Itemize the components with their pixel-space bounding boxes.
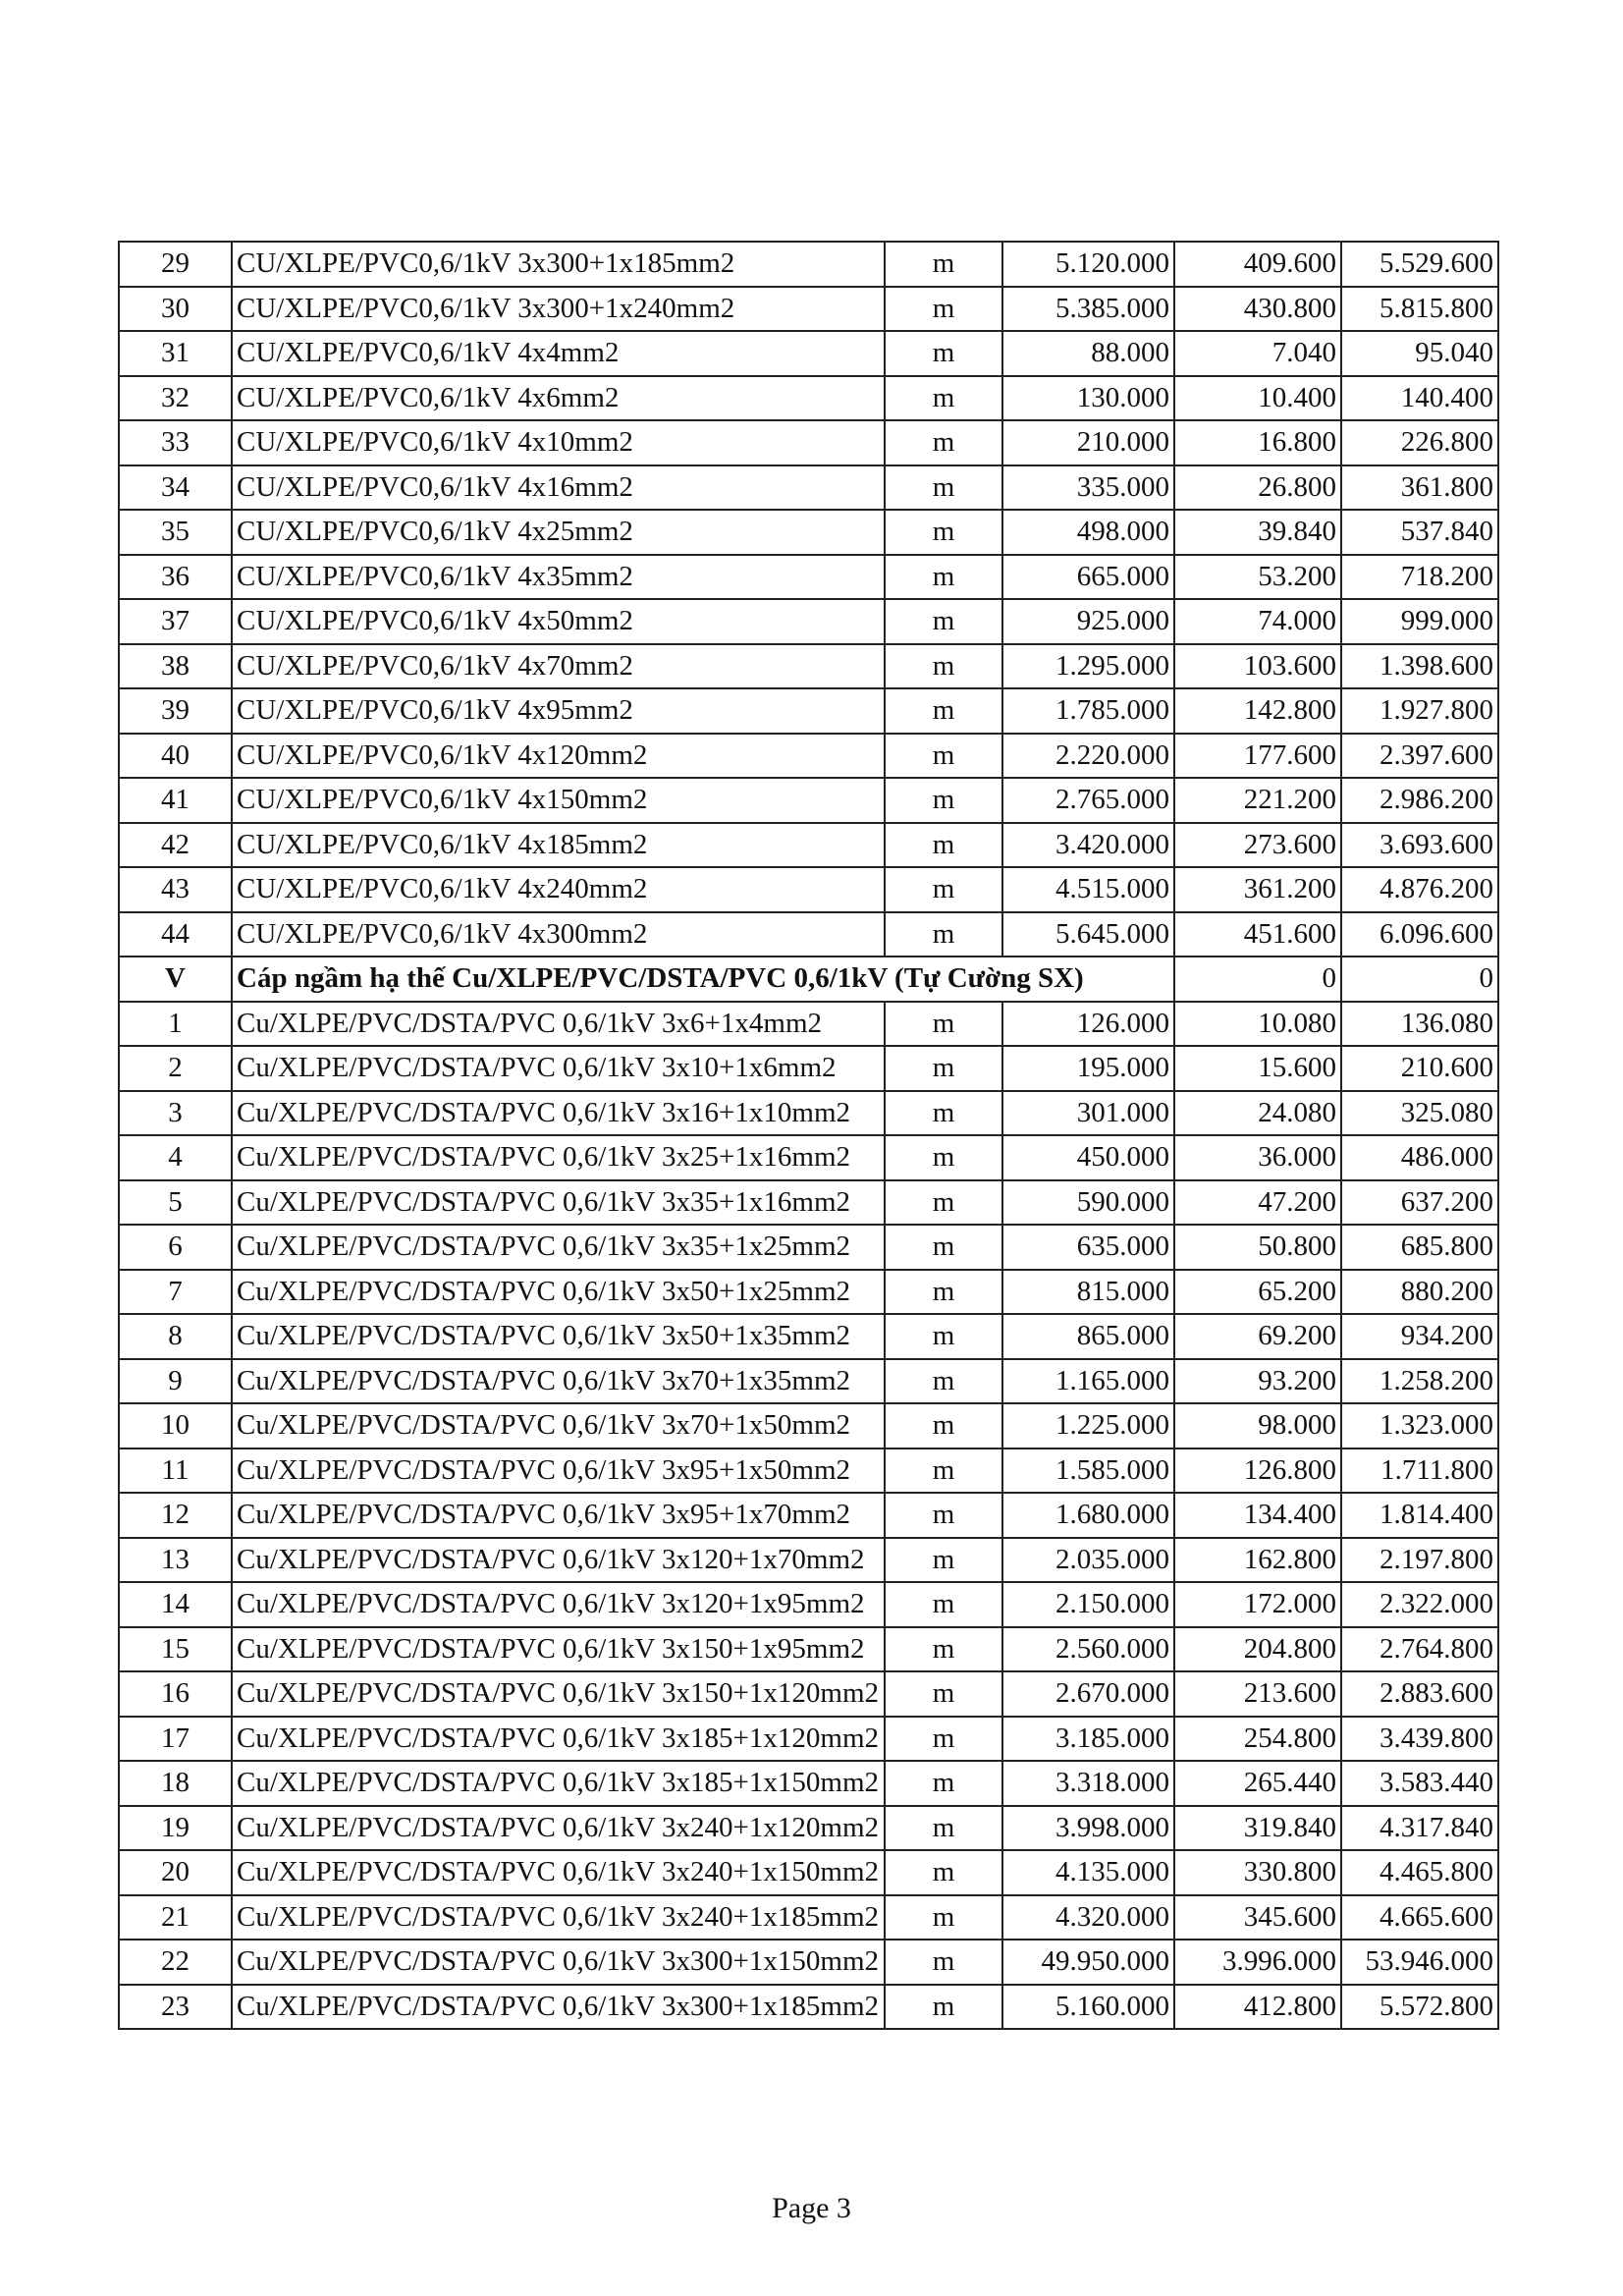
row-description: CU/XLPE/PVC0,6/1kV 4x300mm2 xyxy=(232,912,885,957)
row-price: 2.220.000 xyxy=(1002,734,1174,779)
row-unit: m xyxy=(885,376,1002,421)
row-unit: m xyxy=(885,1850,1002,1895)
row-total: 2.397.600 xyxy=(1341,734,1498,779)
table-row xyxy=(119,510,1498,555)
row-total: 5.572.800 xyxy=(1341,1985,1498,2030)
row-vat: 204.800 xyxy=(1174,1627,1341,1672)
table-row xyxy=(119,1627,1498,1672)
row-price: 865.000 xyxy=(1002,1314,1174,1359)
row-stt: 38 xyxy=(119,644,232,689)
table-row xyxy=(119,287,1498,332)
table-body-part-a xyxy=(119,242,1498,957)
row-unit: m xyxy=(885,778,1002,823)
table-row xyxy=(119,688,1498,734)
row-description: Cu/XLPE/PVC/DSTA/PVC 0,6/1kV 3x95+1x70mm2 xyxy=(232,1493,885,1538)
table-row xyxy=(119,555,1498,600)
row-vat: 330.800 xyxy=(1174,1850,1341,1895)
row-price: 2.150.000 xyxy=(1002,1582,1174,1627)
row-vat: 361.200 xyxy=(1174,867,1341,912)
row-total: 637.200 xyxy=(1341,1180,1498,1226)
row-stt: 8 xyxy=(119,1314,232,1359)
row-stt: 35 xyxy=(119,510,232,555)
row-unit: m xyxy=(885,688,1002,734)
row-description: CU/XLPE/PVC0,6/1kV 4x4mm2 xyxy=(232,331,885,376)
row-stt: 37 xyxy=(119,599,232,644)
table-row xyxy=(119,867,1498,912)
row-description: CU/XLPE/PVC0,6/1kV 4x16mm2 xyxy=(232,465,885,511)
row-total: 4.876.200 xyxy=(1341,867,1498,912)
row-vat: 3.996.000 xyxy=(1174,1940,1341,1985)
row-stt: 15 xyxy=(119,1627,232,1672)
table-row xyxy=(119,1449,1498,1494)
table-row xyxy=(119,1761,1498,1806)
table-row xyxy=(119,1806,1498,1851)
row-description: CU/XLPE/PVC0,6/1kV 4x25mm2 xyxy=(232,510,885,555)
row-description: CU/XLPE/PVC0,6/1kV 4x240mm2 xyxy=(232,867,885,912)
row-price: 1.225.000 xyxy=(1002,1403,1174,1449)
row-stt: 44 xyxy=(119,912,232,957)
row-vat: 265.440 xyxy=(1174,1761,1341,1806)
table-row xyxy=(119,1046,1498,1091)
table-row xyxy=(119,823,1498,868)
table-row xyxy=(119,420,1498,465)
row-total: 3.439.800 xyxy=(1341,1717,1498,1762)
row-description: CU/XLPE/PVC0,6/1kV 4x10mm2 xyxy=(232,420,885,465)
row-description: Cu/XLPE/PVC/DSTA/PVC 0,6/1kV 3x16+1x10mm2 xyxy=(232,1091,885,1136)
section-title: Cáp ngầm hạ thế Cu/XLPE/PVC/DSTA/PVC 0,6/1kV (Tự Cường SX) xyxy=(232,957,1174,1002)
row-price: 1.585.000 xyxy=(1002,1449,1174,1494)
row-total: 5.529.600 xyxy=(1341,242,1498,287)
table-row xyxy=(119,1850,1498,1895)
row-stt: 23 xyxy=(119,1985,232,2030)
row-stt: 2 xyxy=(119,1046,232,1091)
row-vat: 409.600 xyxy=(1174,242,1341,287)
page-number: Page 3 xyxy=(772,2192,851,2224)
row-description: Cu/XLPE/PVC/DSTA/PVC 0,6/1kV 3x240+1x120mm2 xyxy=(232,1806,885,1851)
row-price: 4.320.000 xyxy=(1002,1895,1174,1941)
row-description: Cu/XLPE/PVC/DSTA/PVC 0,6/1kV 3x150+1x95mm2 xyxy=(232,1627,885,1672)
row-vat: 172.000 xyxy=(1174,1582,1341,1627)
row-stt: 32 xyxy=(119,376,232,421)
row-description: Cu/XLPE/PVC/DSTA/PVC 0,6/1kV 3x50+1x35mm2 xyxy=(232,1314,885,1359)
row-stt: 43 xyxy=(119,867,232,912)
row-stt: 9 xyxy=(119,1359,232,1404)
row-unit: m xyxy=(885,1449,1002,1494)
row-description: Cu/XLPE/PVC/DSTA/PVC 0,6/1kV 3x240+1x150mm2 xyxy=(232,1850,885,1895)
row-price: 49.950.000 xyxy=(1002,1940,1174,1985)
row-total: 2.883.600 xyxy=(1341,1671,1498,1717)
row-unit: m xyxy=(885,734,1002,779)
row-total: 4.665.600 xyxy=(1341,1895,1498,1941)
row-unit: m xyxy=(885,1671,1002,1717)
row-vat: 134.400 xyxy=(1174,1493,1341,1538)
row-description: Cu/XLPE/PVC/DSTA/PVC 0,6/1kV 3x35+1x16mm2 xyxy=(232,1180,885,1226)
row-price: 2.035.000 xyxy=(1002,1538,1174,1583)
row-price: 3.998.000 xyxy=(1002,1806,1174,1851)
row-total: 934.200 xyxy=(1341,1314,1498,1359)
row-price: 1.295.000 xyxy=(1002,644,1174,689)
row-stt: 6 xyxy=(119,1225,232,1270)
row-price: 1.785.000 xyxy=(1002,688,1174,734)
row-unit: m xyxy=(885,465,1002,511)
row-stt: 40 xyxy=(119,734,232,779)
table-row xyxy=(119,1671,1498,1717)
table-row xyxy=(119,1403,1498,1449)
section-total: 0 xyxy=(1341,957,1498,1002)
table-row xyxy=(119,778,1498,823)
table-row xyxy=(119,734,1498,779)
row-description: Cu/XLPE/PVC/DSTA/PVC 0,6/1kV 3x150+1x120mm2 xyxy=(232,1671,885,1717)
row-description: Cu/XLPE/PVC/DSTA/PVC 0,6/1kV 3x185+1x150mm2 xyxy=(232,1761,885,1806)
row-vat: 7.040 xyxy=(1174,331,1341,376)
row-vat: 162.800 xyxy=(1174,1538,1341,1583)
table-row xyxy=(119,1538,1498,1583)
row-total: 1.711.800 xyxy=(1341,1449,1498,1494)
row-total: 537.840 xyxy=(1341,510,1498,555)
row-stt: 30 xyxy=(119,287,232,332)
table-row xyxy=(119,1985,1498,2030)
row-price: 635.000 xyxy=(1002,1225,1174,1270)
row-price: 665.000 xyxy=(1002,555,1174,600)
row-total: 1.814.400 xyxy=(1341,1493,1498,1538)
row-total: 3.693.600 xyxy=(1341,823,1498,868)
row-stt: 3 xyxy=(119,1091,232,1136)
table-row xyxy=(119,912,1498,957)
row-total: 53.946.000 xyxy=(1341,1940,1498,1985)
table-row xyxy=(119,1940,1498,1985)
row-price: 88.000 xyxy=(1002,331,1174,376)
row-total: 2.197.800 xyxy=(1341,1538,1498,1583)
row-total: 3.583.440 xyxy=(1341,1761,1498,1806)
table-row xyxy=(119,599,1498,644)
row-total: 1.258.200 xyxy=(1341,1359,1498,1404)
row-price: 3.420.000 xyxy=(1002,823,1174,868)
row-price: 130.000 xyxy=(1002,376,1174,421)
row-unit: m xyxy=(885,1627,1002,1672)
row-vat: 65.200 xyxy=(1174,1270,1341,1315)
row-vat: 36.000 xyxy=(1174,1135,1341,1180)
row-vat: 53.200 xyxy=(1174,555,1341,600)
row-vat: 69.200 xyxy=(1174,1314,1341,1359)
row-price: 2.560.000 xyxy=(1002,1627,1174,1672)
row-unit: m xyxy=(885,1046,1002,1091)
row-price: 301.000 xyxy=(1002,1091,1174,1136)
row-unit: m xyxy=(885,242,1002,287)
row-vat: 103.600 xyxy=(1174,644,1341,689)
row-description: Cu/XLPE/PVC/DSTA/PVC 0,6/1kV 3x6+1x4mm2 xyxy=(232,1002,885,1047)
table-row xyxy=(119,376,1498,421)
row-stt: 1 xyxy=(119,1002,232,1047)
row-vat: 74.000 xyxy=(1174,599,1341,644)
table-body-part-b xyxy=(119,1002,1498,2030)
row-unit: m xyxy=(885,912,1002,957)
table-row xyxy=(119,1717,1498,1762)
row-stt: 34 xyxy=(119,465,232,511)
table-row xyxy=(119,1493,1498,1538)
row-total: 95.040 xyxy=(1341,331,1498,376)
row-description: CU/XLPE/PVC0,6/1kV 4x185mm2 xyxy=(232,823,885,868)
row-vat: 24.080 xyxy=(1174,1091,1341,1136)
row-vat: 93.200 xyxy=(1174,1359,1341,1404)
row-price: 4.135.000 xyxy=(1002,1850,1174,1895)
section-header-row xyxy=(119,957,1498,1002)
row-price: 5.645.000 xyxy=(1002,912,1174,957)
row-unit: m xyxy=(885,867,1002,912)
row-vat: 254.800 xyxy=(1174,1717,1341,1762)
row-vat: 142.800 xyxy=(1174,688,1341,734)
row-unit: m xyxy=(885,1270,1002,1315)
row-description: Cu/XLPE/PVC/DSTA/PVC 0,6/1kV 3x120+1x95mm2 xyxy=(232,1582,885,1627)
row-total: 226.800 xyxy=(1341,420,1498,465)
row-stt: 20 xyxy=(119,1850,232,1895)
row-vat: 126.800 xyxy=(1174,1449,1341,1494)
row-vat: 177.600 xyxy=(1174,734,1341,779)
row-unit: m xyxy=(885,1940,1002,1985)
row-description: Cu/XLPE/PVC/DSTA/PVC 0,6/1kV 3x70+1x35mm2 xyxy=(232,1359,885,1404)
row-unit: m xyxy=(885,1493,1002,1538)
row-stt: 4 xyxy=(119,1135,232,1180)
row-vat: 10.080 xyxy=(1174,1002,1341,1047)
row-vat: 39.840 xyxy=(1174,510,1341,555)
row-vat: 26.800 xyxy=(1174,465,1341,511)
row-description: Cu/XLPE/PVC/DSTA/PVC 0,6/1kV 3x70+1x50mm2 xyxy=(232,1403,885,1449)
row-price: 815.000 xyxy=(1002,1270,1174,1315)
table-row xyxy=(119,465,1498,511)
table-row xyxy=(119,331,1498,376)
section-stt: V xyxy=(119,957,232,1002)
row-stt: 22 xyxy=(119,1940,232,1985)
row-description: Cu/XLPE/PVC/DSTA/PVC 0,6/1kV 3x25+1x16mm2 xyxy=(232,1135,885,1180)
row-stt: 41 xyxy=(119,778,232,823)
table-row xyxy=(119,1582,1498,1627)
row-price: 5.160.000 xyxy=(1002,1985,1174,2030)
row-price: 335.000 xyxy=(1002,465,1174,511)
row-unit: m xyxy=(885,1895,1002,1941)
row-unit: m xyxy=(885,1403,1002,1449)
row-price: 1.680.000 xyxy=(1002,1493,1174,1538)
row-description: CU/XLPE/PVC0,6/1kV 4x70mm2 xyxy=(232,644,885,689)
row-unit: m xyxy=(885,1135,1002,1180)
row-total: 136.080 xyxy=(1341,1002,1498,1047)
row-description: Cu/XLPE/PVC/DSTA/PVC 0,6/1kV 3x10+1x6mm2 xyxy=(232,1046,885,1091)
row-total: 325.080 xyxy=(1341,1091,1498,1136)
row-price: 3.318.000 xyxy=(1002,1761,1174,1806)
row-stt: 14 xyxy=(119,1582,232,1627)
row-description: Cu/XLPE/PVC/DSTA/PVC 0,6/1kV 3x300+1x185mm2 xyxy=(232,1985,885,2030)
row-vat: 15.600 xyxy=(1174,1046,1341,1091)
row-description: Cu/XLPE/PVC/DSTA/PVC 0,6/1kV 3x185+1x120mm2 xyxy=(232,1717,885,1762)
row-unit: m xyxy=(885,1002,1002,1047)
row-price: 5.385.000 xyxy=(1002,287,1174,332)
row-stt: 29 xyxy=(119,242,232,287)
table-row xyxy=(119,1314,1498,1359)
row-stt: 11 xyxy=(119,1449,232,1494)
row-vat: 213.600 xyxy=(1174,1671,1341,1717)
row-stt: 7 xyxy=(119,1270,232,1315)
row-total: 4.317.840 xyxy=(1341,1806,1498,1851)
row-vat: 221.200 xyxy=(1174,778,1341,823)
row-unit: m xyxy=(885,823,1002,868)
row-description: Cu/XLPE/PVC/DSTA/PVC 0,6/1kV 3x300+1x150mm2 xyxy=(232,1940,885,1985)
row-unit: m xyxy=(885,1225,1002,1270)
row-total: 361.800 xyxy=(1341,465,1498,511)
row-total: 2.986.200 xyxy=(1341,778,1498,823)
row-unit: m xyxy=(885,1806,1002,1851)
row-price: 450.000 xyxy=(1002,1135,1174,1180)
row-stt: 42 xyxy=(119,823,232,868)
row-unit: m xyxy=(885,1985,1002,2030)
table-row xyxy=(119,1270,1498,1315)
row-vat: 319.840 xyxy=(1174,1806,1341,1851)
row-unit: m xyxy=(885,1582,1002,1627)
table-row xyxy=(119,1180,1498,1226)
table-row xyxy=(119,1002,1498,1047)
row-stt: 21 xyxy=(119,1895,232,1941)
row-unit: m xyxy=(885,1091,1002,1136)
row-unit: m xyxy=(885,1314,1002,1359)
row-vat: 412.800 xyxy=(1174,1985,1341,2030)
row-total: 5.815.800 xyxy=(1341,287,1498,332)
row-total: 140.400 xyxy=(1341,376,1498,421)
row-price: 498.000 xyxy=(1002,510,1174,555)
row-total: 2.764.800 xyxy=(1341,1627,1498,1672)
row-vat: 273.600 xyxy=(1174,823,1341,868)
row-total: 210.600 xyxy=(1341,1046,1498,1091)
table-row xyxy=(119,1895,1498,1941)
row-description: CU/XLPE/PVC0,6/1kV 4x50mm2 xyxy=(232,599,885,644)
row-unit: m xyxy=(885,1359,1002,1404)
row-total: 2.322.000 xyxy=(1341,1582,1498,1627)
row-description: CU/XLPE/PVC0,6/1kV 4x95mm2 xyxy=(232,688,885,734)
row-description: CU/XLPE/PVC0,6/1kV 4x150mm2 xyxy=(232,778,885,823)
row-total: 718.200 xyxy=(1341,555,1498,600)
row-stt: 39 xyxy=(119,688,232,734)
row-total: 1.927.800 xyxy=(1341,688,1498,734)
row-unit: m xyxy=(885,420,1002,465)
table-row xyxy=(119,1091,1498,1136)
row-description: Cu/XLPE/PVC/DSTA/PVC 0,6/1kV 3x120+1x70mm2 xyxy=(232,1538,885,1583)
row-stt: 10 xyxy=(119,1403,232,1449)
row-stt: 13 xyxy=(119,1538,232,1583)
row-vat: 16.800 xyxy=(1174,420,1341,465)
row-vat: 451.600 xyxy=(1174,912,1341,957)
row-description: Cu/XLPE/PVC/DSTA/PVC 0,6/1kV 3x240+1x185mm2 xyxy=(232,1895,885,1941)
row-stt: 19 xyxy=(119,1806,232,1851)
row-total: 1.398.600 xyxy=(1341,644,1498,689)
row-description: CU/XLPE/PVC0,6/1kV 3x300+1x240mm2 xyxy=(232,287,885,332)
row-total: 685.800 xyxy=(1341,1225,1498,1270)
row-price: 2.670.000 xyxy=(1002,1671,1174,1717)
row-description: Cu/XLPE/PVC/DSTA/PVC 0,6/1kV 3x35+1x25mm2 xyxy=(232,1225,885,1270)
row-vat: 47.200 xyxy=(1174,1180,1341,1226)
row-stt: 5 xyxy=(119,1180,232,1226)
row-total: 4.465.800 xyxy=(1341,1850,1498,1895)
row-stt: 31 xyxy=(119,331,232,376)
row-unit: m xyxy=(885,331,1002,376)
row-price: 590.000 xyxy=(1002,1180,1174,1226)
row-unit: m xyxy=(885,1761,1002,1806)
row-description: CU/XLPE/PVC0,6/1kV 4x120mm2 xyxy=(232,734,885,779)
table-row xyxy=(119,242,1498,287)
row-description: CU/XLPE/PVC0,6/1kV 4x6mm2 xyxy=(232,376,885,421)
row-stt: 16 xyxy=(119,1671,232,1717)
row-price: 1.165.000 xyxy=(1002,1359,1174,1404)
table-row xyxy=(119,1225,1498,1270)
row-total: 1.323.000 xyxy=(1341,1403,1498,1449)
row-unit: m xyxy=(885,644,1002,689)
table-row xyxy=(119,1359,1498,1404)
row-description: CU/XLPE/PVC0,6/1kV 4x35mm2 xyxy=(232,555,885,600)
row-total: 486.000 xyxy=(1341,1135,1498,1180)
row-stt: 17 xyxy=(119,1717,232,1762)
row-stt: 12 xyxy=(119,1493,232,1538)
row-unit: m xyxy=(885,555,1002,600)
row-description: Cu/XLPE/PVC/DSTA/PVC 0,6/1kV 3x95+1x50mm2 xyxy=(232,1449,885,1494)
price-table xyxy=(118,241,1499,2030)
row-price: 210.000 xyxy=(1002,420,1174,465)
row-unit: m xyxy=(885,287,1002,332)
row-unit: m xyxy=(885,510,1002,555)
row-total: 6.096.600 xyxy=(1341,912,1498,957)
table-row xyxy=(119,644,1498,689)
row-unit: m xyxy=(885,1538,1002,1583)
row-price: 2.765.000 xyxy=(1002,778,1174,823)
table-row xyxy=(119,1135,1498,1180)
row-total: 999.000 xyxy=(1341,599,1498,644)
row-stt: 18 xyxy=(119,1761,232,1806)
row-vat: 10.400 xyxy=(1174,376,1341,421)
row-price: 195.000 xyxy=(1002,1046,1174,1091)
row-vat: 345.600 xyxy=(1174,1895,1341,1941)
row-vat: 430.800 xyxy=(1174,287,1341,332)
row-vat: 98.000 xyxy=(1174,1403,1341,1449)
row-price: 925.000 xyxy=(1002,599,1174,644)
row-vat: 50.800 xyxy=(1174,1225,1341,1270)
row-unit: m xyxy=(885,1717,1002,1762)
row-unit: m xyxy=(885,1180,1002,1226)
row-description: CU/XLPE/PVC0,6/1kV 3x300+1x185mm2 xyxy=(232,242,885,287)
row-stt: 33 xyxy=(119,420,232,465)
section-vat: 0 xyxy=(1174,957,1341,1002)
row-stt: 36 xyxy=(119,555,232,600)
row-total: 880.200 xyxy=(1341,1270,1498,1315)
row-price: 126.000 xyxy=(1002,1002,1174,1047)
row-price: 3.185.000 xyxy=(1002,1717,1174,1762)
row-price: 4.515.000 xyxy=(1002,867,1174,912)
section-v xyxy=(119,957,1498,1002)
row-description: Cu/XLPE/PVC/DSTA/PVC 0,6/1kV 3x50+1x25mm2 xyxy=(232,1270,885,1315)
row-unit: m xyxy=(885,599,1002,644)
row-price: 5.120.000 xyxy=(1002,242,1174,287)
